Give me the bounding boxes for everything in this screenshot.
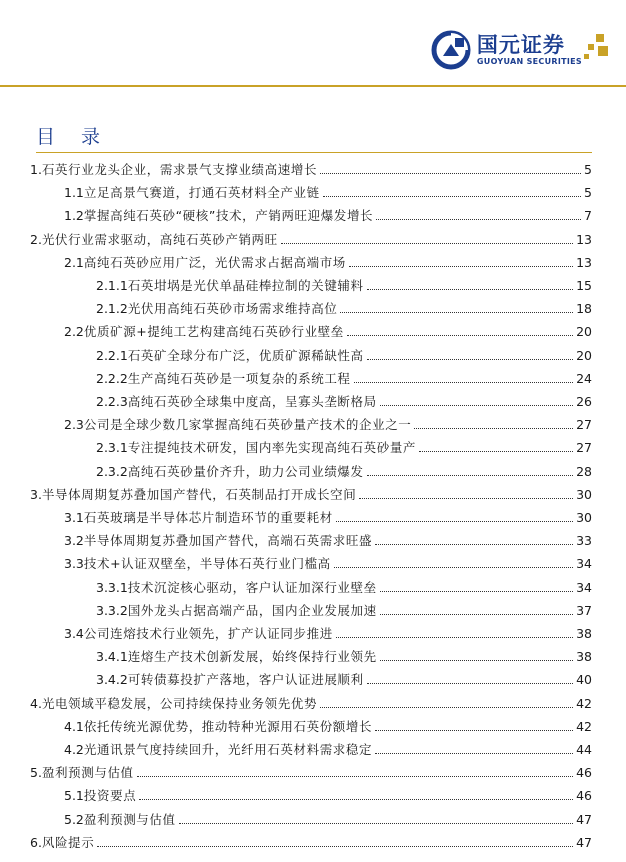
toc-entry-number: 5.2	[64, 811, 84, 827]
toc-entry[interactable]	[30, 483, 592, 503]
toc-entry-page: 5	[584, 162, 592, 177]
toc-leader-dots	[336, 521, 573, 522]
toc-entry-title: 公司连熔技术行业领先，扩产认证同步推进	[83, 626, 333, 641]
toc-entry-number: 2.1.1	[96, 278, 128, 293]
toc-entry-number: 3.4.2	[96, 672, 128, 688]
toc-entry-page: 13	[576, 231, 592, 247]
toc-entry-number: 3.3	[64, 556, 84, 572]
toc-leader-dots	[320, 707, 573, 708]
toc-entry-title: 国外龙头占据高端产品，国内企业发展加速	[127, 602, 377, 618]
toc-entry-title: 石英行业龙头企业，需求景气支撑业绩高速增长	[41, 162, 318, 177]
toc-entry-page: 24	[576, 370, 592, 386]
toc-entry-number: 1.1	[64, 185, 84, 201]
guoyuan-logo	[431, 28, 582, 72]
toc-entry-number: 1.	[30, 162, 42, 177]
toc-leader-dots	[376, 219, 581, 220]
toc-entry[interactable]	[64, 715, 592, 735]
toc-leader-dots	[139, 799, 573, 800]
toc-entry[interactable]	[96, 576, 592, 596]
toc-entry-number: 2.3	[64, 417, 84, 433]
toc-leader-dots	[340, 312, 573, 313]
toc-leader-dots	[375, 544, 573, 545]
toc-entry-page: 20	[576, 347, 592, 363]
toc-entry-title: 技术沉淀核心驱动，客户认证加深行业壁垒	[127, 579, 377, 595]
toc-entry-title: 光伏行业需求驱动，高纯石英砂产销两旺	[41, 231, 278, 247]
toc-entry-page: 26	[576, 394, 592, 409]
toc-entry-title: 石英坩埚是光伏单晶硅棒拉制的关键辅料	[127, 278, 364, 293]
toc-entry-title: 风险提示	[41, 834, 95, 850]
toc-entry-page: 15	[576, 278, 592, 293]
toc-entry-page: 42	[576, 718, 592, 734]
toc-entry-page: 38	[576, 626, 592, 641]
toc-entry[interactable]	[64, 738, 592, 758]
toc-leader-dots	[323, 196, 581, 197]
toc-entry-page: 46	[576, 788, 592, 804]
toc-entry-title: 光通讯景气度持续回升，光纤用石英材料需求稳定	[83, 742, 373, 757]
toc-entry-title: 石英玻璃是半导体芯片制造环节的重要耗材	[83, 510, 333, 525]
toc-leader-dots	[334, 567, 573, 568]
toc-entry-title: 连熔生产技术创新发展，始终保持行业领先	[127, 649, 377, 665]
toc-entry[interactable]	[64, 622, 592, 642]
toc-entry-number: 4.2	[64, 742, 84, 757]
toc-entry[interactable]	[96, 645, 592, 665]
toc-entry-page: 30	[576, 510, 592, 525]
toc-entry-number: 3.4.1	[96, 649, 128, 665]
toc-entry-title: 优质矿源+提纯工艺构建高纯石英砂行业壁垒	[83, 324, 344, 340]
toc-entry-page: 38	[576, 649, 592, 665]
toc-leader-dots	[367, 289, 573, 290]
toc-entry-page: 33	[576, 533, 592, 549]
toc-entry-title: 光伏用高纯石英砂市场需求维持高位	[127, 301, 338, 317]
logo-chinese-name: 国元证券	[476, 33, 565, 57]
toc-entry-number: 2.1	[64, 254, 84, 270]
toc-entry[interactable]	[30, 158, 592, 178]
toc-entry-number: 6.	[30, 834, 42, 850]
toc-entry-number: 2.2	[64, 324, 84, 340]
toc-entry-page: 18	[576, 301, 592, 317]
toc-entry-number: 5.	[30, 765, 42, 781]
toc-entry[interactable]	[64, 251, 592, 271]
toc-entry[interactable]	[30, 831, 592, 851]
toc-entry[interactable]	[64, 784, 592, 804]
toc-leader-dots	[179, 823, 574, 824]
toc-entry-number: 3.1	[64, 510, 84, 525]
toc-entry-title: 高纯石英砂量价齐升，助力公司业绩爆发	[127, 463, 364, 479]
toc-entry-title: 公司是全球少数几家掌握高纯石英砂量产技术的企业之一	[83, 417, 412, 433]
toc-entry-page: 47	[576, 811, 592, 827]
toc-leader-dots	[380, 614, 573, 615]
toc-leader-dots	[375, 753, 573, 754]
header-divider	[36, 85, 626, 87]
toc-entry-title: 光电领域平稳发展，公司持续保持业务领先优势	[41, 695, 318, 711]
toc-entry-page: 13	[576, 254, 592, 270]
toc-leader-dots	[380, 660, 573, 661]
toc-entry[interactable]	[96, 599, 592, 619]
toc-entry-page: 27	[576, 417, 592, 433]
toc-entry-title: 依托传统光源优势，推动特种光源用石英份额增长	[83, 718, 373, 734]
toc-entry-page: 20	[576, 324, 592, 340]
toc-entry[interactable]	[64, 552, 592, 572]
toc-entry-title: 盈利预测与估值	[41, 765, 134, 781]
toc-leader-dots	[380, 405, 573, 406]
toc-entry-title: 高纯石英砂全球集中度高，呈寡头垄断格局	[127, 394, 377, 409]
toc-entry-number: 3.3.1	[96, 579, 128, 595]
toc-entry-number: 3.2	[64, 533, 84, 549]
toc-entry-number: 1.2	[64, 208, 84, 224]
toc-entry[interactable]	[30, 761, 592, 781]
toc-entry-page: 7	[584, 208, 592, 224]
toc-entry-title: 半导体周期复苏叠加国产替代，石英制品打开成长空间	[41, 486, 357, 502]
toc-entry-title: 专注提纯技术研发，国内率先实现高纯石英砂量产	[127, 440, 417, 456]
toc-entry-number: 3.	[30, 486, 42, 502]
toc-entry-title: 高纯石英砂应用广泛，光伏需求占据高端市场	[83, 254, 346, 270]
toc-entry-title: 生产高纯石英砂是一项复杂的系统工程	[127, 370, 351, 386]
toc-entry-number: 5.1	[64, 788, 84, 804]
toc-leader-dots	[375, 730, 573, 731]
toc-entry-number: 2.2.2	[96, 370, 128, 386]
toc-entry-number: 4.	[30, 695, 42, 711]
toc-leader-dots	[380, 591, 573, 592]
toc-entry-title: 可转债募投扩产落地，客户认证进展顺利	[127, 672, 364, 688]
toc-entry-page: 40	[576, 672, 592, 688]
toc-leader-dots	[281, 243, 573, 244]
toc-entry-title: 投资要点	[83, 788, 137, 804]
page-header	[0, 0, 626, 90]
toc-entry[interactable]	[64, 808, 592, 828]
toc-entry-title: 掌握高纯石英砂“硬核”技术，产销两旺迎爆发增长	[83, 208, 374, 224]
toc-entry-page: 5	[584, 185, 592, 201]
toc-entry-title: 石英矿全球分布广泛，优质矿源稀缺性高	[127, 347, 364, 363]
toc-entry-number: 2.	[30, 231, 42, 247]
logo-english-name: GUOYUAN SECURITIES	[476, 57, 582, 66]
toc-entry[interactable]	[96, 436, 592, 456]
toc-entry-title: 盈利预测与估值	[83, 811, 176, 827]
toc-entry[interactable]	[96, 367, 592, 387]
toc-entry-number: 3.3.2	[96, 602, 128, 618]
toc-entry[interactable]	[64, 529, 592, 549]
toc-entry[interactable]	[96, 297, 592, 317]
guoyuan-emblem-icon	[431, 30, 471, 70]
toc-entry-page: 34	[576, 579, 592, 595]
toc-entry[interactable]	[64, 413, 592, 433]
toc-entry[interactable]	[64, 506, 592, 526]
toc-entry-page: 47	[576, 834, 592, 850]
toc-entry[interactable]	[64, 204, 592, 224]
toc-entry-number: 4.1	[64, 718, 84, 734]
toc-entry-page: 46	[576, 765, 592, 781]
toc-leader-dots	[419, 451, 573, 452]
toc-entry[interactable]	[64, 320, 592, 340]
toc-entry[interactable]	[96, 460, 592, 480]
toc-entry-number: 2.1.2	[96, 301, 128, 317]
toc-leader-dots	[347, 335, 573, 336]
gold-squares-icon	[584, 34, 608, 64]
toc-entry[interactable]	[96, 344, 592, 364]
toc-entry[interactable]	[96, 668, 592, 688]
toc-entry-title: 立足高景气赛道，打通石英材料全产业链	[83, 185, 320, 201]
toc-entry-number: 3.4	[64, 626, 84, 641]
toc-leader-dots	[97, 846, 573, 847]
toc-entry-page: 28	[576, 463, 592, 479]
toc-entry-page: 34	[576, 556, 592, 572]
toc-entry-number: 2.3.1	[96, 440, 128, 456]
toc-entry[interactable]	[30, 228, 592, 248]
toc-title: 目 录	[36, 126, 111, 148]
toc-entry-page: 44	[576, 742, 592, 757]
toc-entry[interactable]	[96, 390, 592, 410]
header-divider-left	[0, 85, 36, 87]
toc-entry[interactable]	[30, 692, 592, 712]
toc-title-underline	[36, 152, 592, 153]
toc-leader-dots	[336, 637, 573, 638]
toc-leader-dots	[359, 498, 573, 499]
toc-entry-number: 2.2.1	[96, 347, 128, 363]
toc-leader-dots	[349, 266, 573, 267]
toc-leader-dots	[137, 776, 573, 777]
toc-leader-dots	[367, 359, 573, 360]
toc-entry-page: 42	[576, 695, 592, 711]
toc-entry-title: 技术+认证双壁垒，半导体石英行业门槛高	[83, 556, 331, 572]
toc-entry[interactable]	[64, 181, 592, 201]
toc-entry-page: 27	[576, 440, 592, 456]
toc-leader-dots	[414, 428, 573, 429]
toc-entry[interactable]	[96, 274, 592, 294]
toc-entry-page: 30	[576, 486, 592, 502]
toc-entry-number: 2.2.3	[96, 394, 128, 409]
toc-entry-number: 2.3.2	[96, 463, 128, 479]
toc-leader-dots	[354, 382, 574, 383]
toc-leader-dots	[367, 683, 573, 684]
toc-leader-dots	[367, 475, 573, 476]
toc-leader-dots	[320, 173, 581, 174]
toc-entry-page: 37	[576, 602, 592, 618]
toc-entry-title: 半导体周期复苏叠加国产替代，高端石英需求旺盛	[83, 533, 373, 549]
